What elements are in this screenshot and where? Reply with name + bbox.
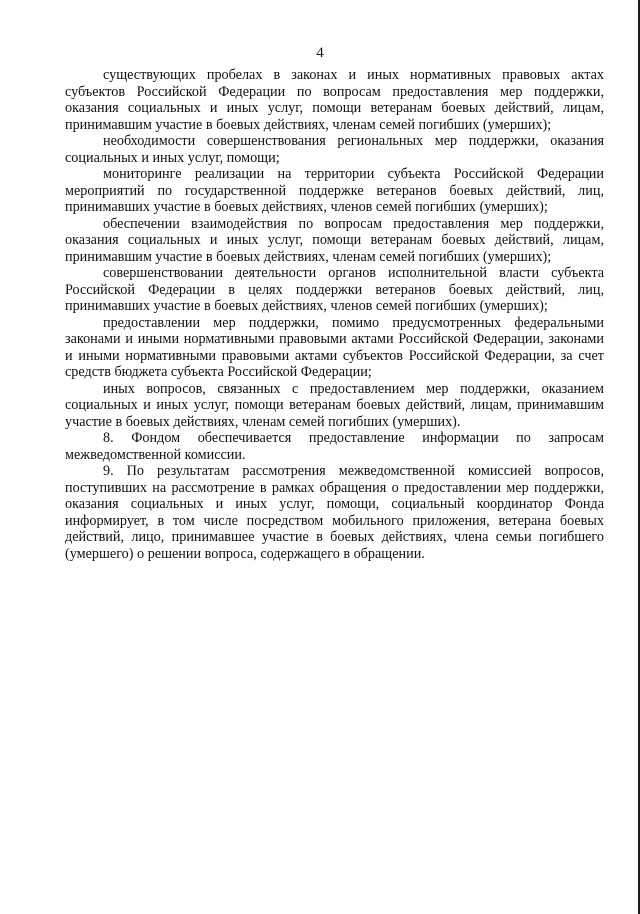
paragraph-item-8: 8. Фондом обеспечивается предоставление информации по запросам межведомственной комиссии. bbox=[65, 430, 604, 463]
paragraph-regional-measures: необходимости совершенствования региональных мер поддержки, оказания социальных и иных услуг, помощи; bbox=[65, 133, 604, 166]
paragraph-support-measures: предоставлении мер поддержки, помимо предусмотренных федеральными законами и иными нормативными правовыми актами Российской Федерации, законами и иными нормативными правовыми актами субъектов Российской Федерации, за счет средств бюджета субъекта Российской Федерации; bbox=[65, 314, 604, 380]
paragraph-existing-gaps: существующих пробелах в законах и иных нормативных правовых актах субъектов Российской Федерации по вопросам предоставления мер поддержки, оказания социальных и иных услуг, помощи ветеранам боевых действий, лицам, принимавшим участие в боевых действиях, членам семей погибших (умерших); bbox=[65, 67, 604, 133]
page-number: 4 bbox=[316, 45, 324, 61]
paragraph-improvement: совершенствовании деятельности органов исполнительной власти субъекта Российской Федерации в целях поддержки ветеранов боевых действий, лиц, принимавших участие в боевых действиях, членов семей погибших (умерших); bbox=[65, 265, 604, 314]
paragraph-interaction: обеспечении взаимодействия по вопросам предоставления мер поддержки, оказания социальных и иных услуг, помощи ветеранам боевых действий, лицам, принимавшим участие в боевых действиях, членам семей погибших (умерших); bbox=[65, 215, 604, 265]
document-body bbox=[65, 67, 604, 562]
paragraph-monitoring: мониторинге реализации на территории субъекта Российской Федерации мероприятий по государственной поддержке ветеранов боевых действий, лиц, принимавших участие в боевых действиях, членов семей погибших (умерших); bbox=[65, 166, 604, 215]
paragraph-item-9: 9. По результатам рассмотрения межведомственной комиссией вопросов, поступивших на рассмотрение в рамках обращения о предоставлении мер поддержки, оказания социальных и иных услуг, помощи, социальный координатор Фонда информирует, в том числе посредством мобильного приложения, ветерана боевых действий, лицо, принимавшее участие в боевых действиях, члена семьи погибшего (умершего) о решении вопроса, содержащего в обращении. bbox=[65, 463, 604, 562]
paragraph-other-issues: иных вопросов, связанных с предоставлением мер поддержки, оказанием социальных и иных услуг, помощи ветеранам боевых действий, лицам, принимавшим участие в боевых действиях, членам семей погибших (умерших). bbox=[65, 380, 604, 430]
